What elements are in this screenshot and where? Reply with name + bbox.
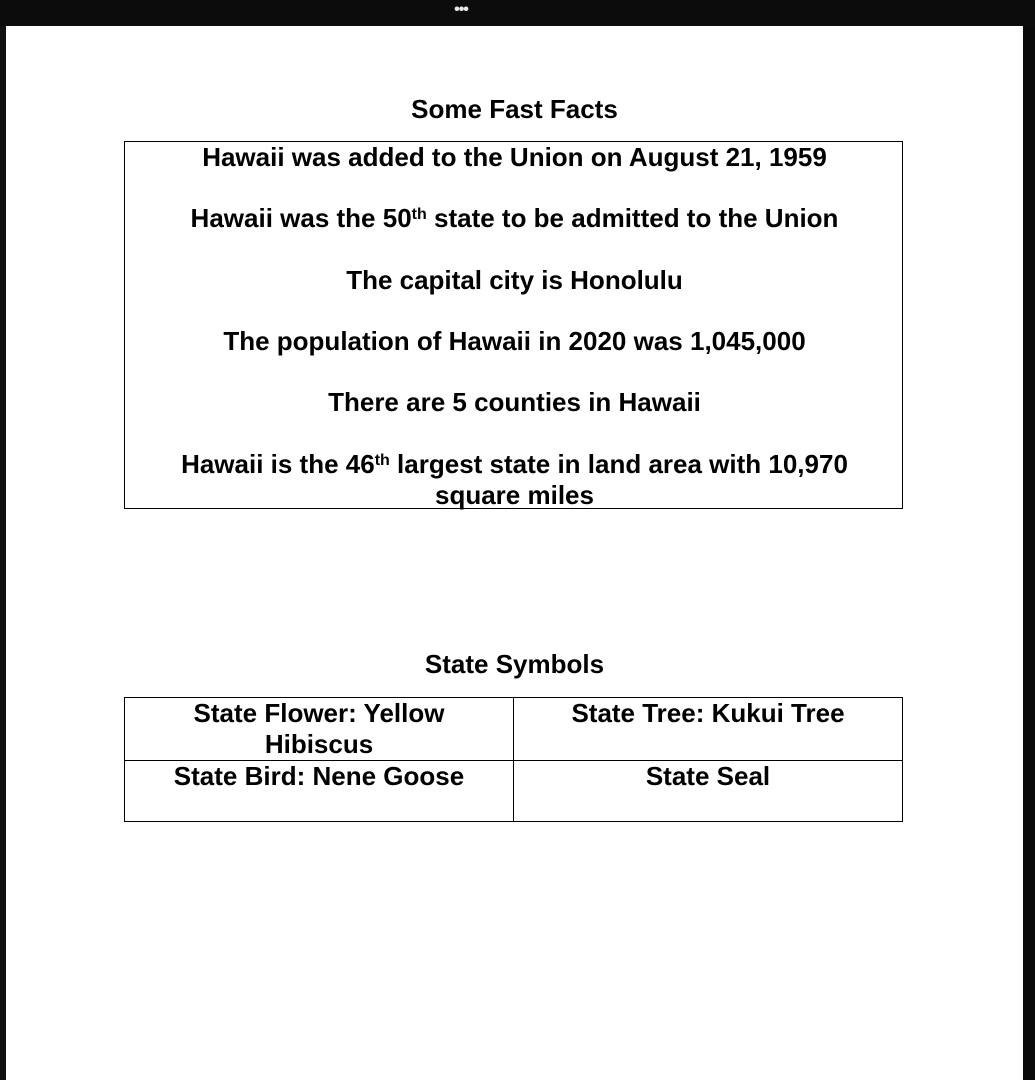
fast-facts-box xyxy=(124,141,903,509)
table-row xyxy=(125,761,903,822)
state-symbols-title: State Symbols xyxy=(424,649,605,679)
table-cell-state-seal: State Seal xyxy=(514,761,903,822)
fact-land-area: Hawaii is the 46th largest state in land area with 10,970 square miles xyxy=(181,449,848,510)
window-right-edge xyxy=(1023,26,1035,1080)
fact-statehood-date: Hawaii was added to the Union on August 21, 1959 xyxy=(202,142,827,172)
table-row xyxy=(125,698,903,761)
fact-counties: There are 5 counties in Hawaii xyxy=(328,387,701,417)
table-cell-state-tree: State Tree: Kukui Tree xyxy=(514,698,903,761)
table-cell-state-flower: State Flower: Yellow Hibiscus xyxy=(125,698,514,761)
fact-state-number: Hawaii was the 50th state to be admitted to the Union xyxy=(190,203,839,233)
top-bar xyxy=(0,0,1035,26)
state-symbols-table xyxy=(124,697,903,822)
fact-capital: The capital city is Honolulu xyxy=(346,265,683,295)
more-options-icon[interactable]: ••• xyxy=(454,1,468,18)
fact-population: The population of Hawaii in 2020 was 1,045,000 xyxy=(223,326,806,356)
fast-facts-title: Some Fast Facts xyxy=(411,94,618,124)
table-cell-state-bird: State Bird: Nene Goose xyxy=(125,761,514,822)
document-page xyxy=(6,26,1023,1080)
